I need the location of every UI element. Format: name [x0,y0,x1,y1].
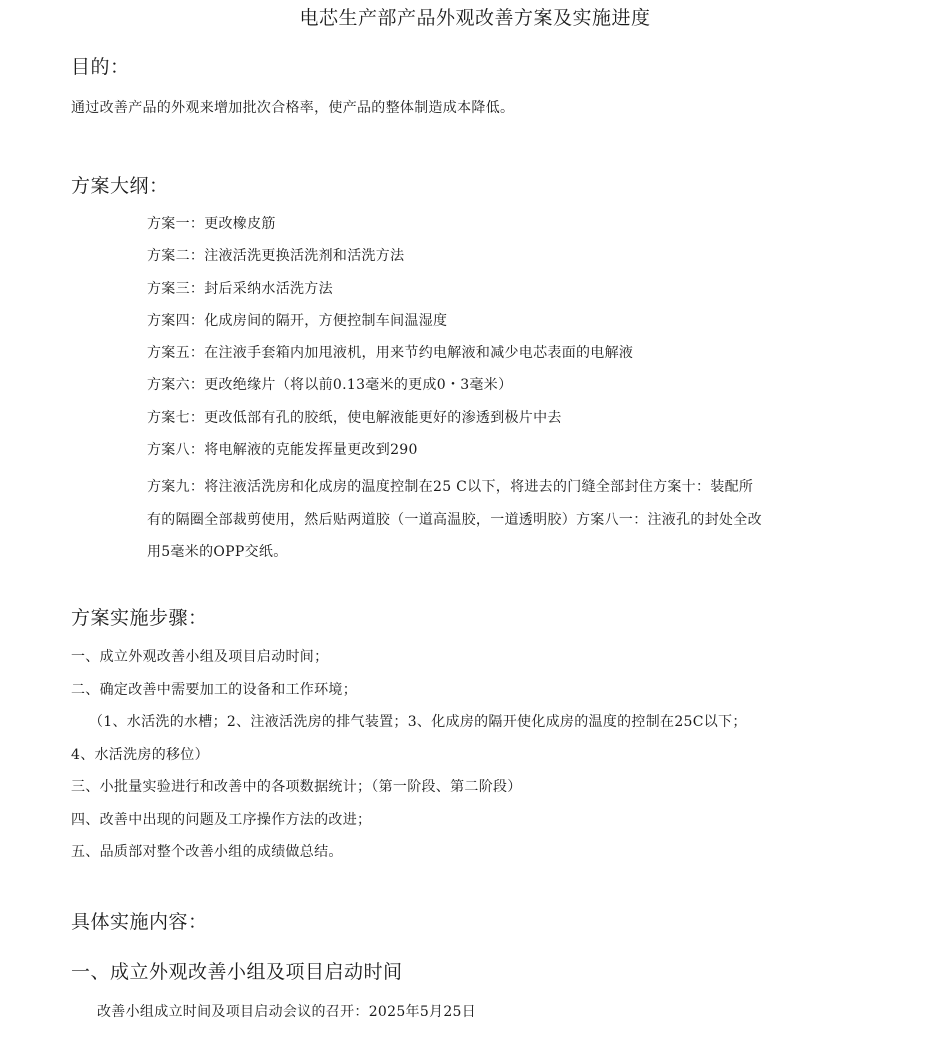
step-subitem: 4、水活洗房的移位） [71,746,209,763]
step-item: 四、改善中出现的问题及工序操作方法的改进； [71,811,372,828]
section1-heading: 一、成立外观改善小组及项目启动时间 [71,961,403,983]
outline-long-line: 方案九：将注液活洗房和化成房的温度控制在25 C以下，将进去的门缝全部封住方案十：装配所 [147,479,754,495]
outline-item: 方案四：化成房间的隔开，方便控制车间温湿度 [147,312,448,329]
outline-item: 方案三：封后采纳水活洗方法 [147,280,333,297]
step-item: 五、品质部对整个改善小组的成绩做总结。 [71,844,343,860]
step-subitem: （1、水活洗的水槽；2、注液活洗房的排气装置；3、化成房的隔开使化成房的温度的控制在25C以下； [89,714,747,730]
document-title: 电芯生产部产品外观改善方案及实施进度 [299,7,651,29]
details-heading: 具体实施内容： [71,911,208,933]
purpose-heading: 目的： [71,56,130,78]
outline-list [147,214,867,472]
outline-item: 方案六：更改绝缘片（将以前0.13毫米的更成0・3毫米） [147,377,513,394]
steps-list [71,647,891,875]
outline-item: 方案七：更改低部有孔的胶纸，使电解液能更好的渗透到极片中去 [147,409,562,426]
outline-item-long [147,471,867,569]
step-item: 三、小批量实验进行和改善中的各项数据统计；（第一阶段、第二阶段） [71,779,522,795]
outline-heading: 方案大纲： [71,175,169,197]
outline-long-line: 有的隔圈全部裁剪使用，然后贴两道胶（一道高温胶，一道透明胶）方案八一：注液孔的封处全改 [147,511,762,528]
outline-item: 方案五：在注液手套箱内加甩液机，用来节约电解液和减少电芯表面的电解液 [147,345,634,362]
purpose-text: 通过改善产品的外观来增加批次合格率，使产品的整体制造成本降低。 [71,100,515,116]
outline-item: 方案八：将电解液的克能发挥量更改到290 [147,442,418,459]
section1-text: 改善小组成立时间及项目启动会议的召开：2025年5月25日 [97,1004,477,1020]
outline-long-line: 用5毫米的OPP交纸。 [147,544,288,560]
steps-heading: 方案实施步骤： [71,607,208,629]
step-item: 一、成立外观改善小组及项目启动时间； [71,649,329,665]
outline-item: 方案二：注液活洗更换活洗剂和活洗方法 [147,248,405,265]
outline-item: 方案一：更改橡皮筋 [147,216,276,232]
step-item: 二、确定改善中需要加工的设备和工作环境； [71,681,357,698]
